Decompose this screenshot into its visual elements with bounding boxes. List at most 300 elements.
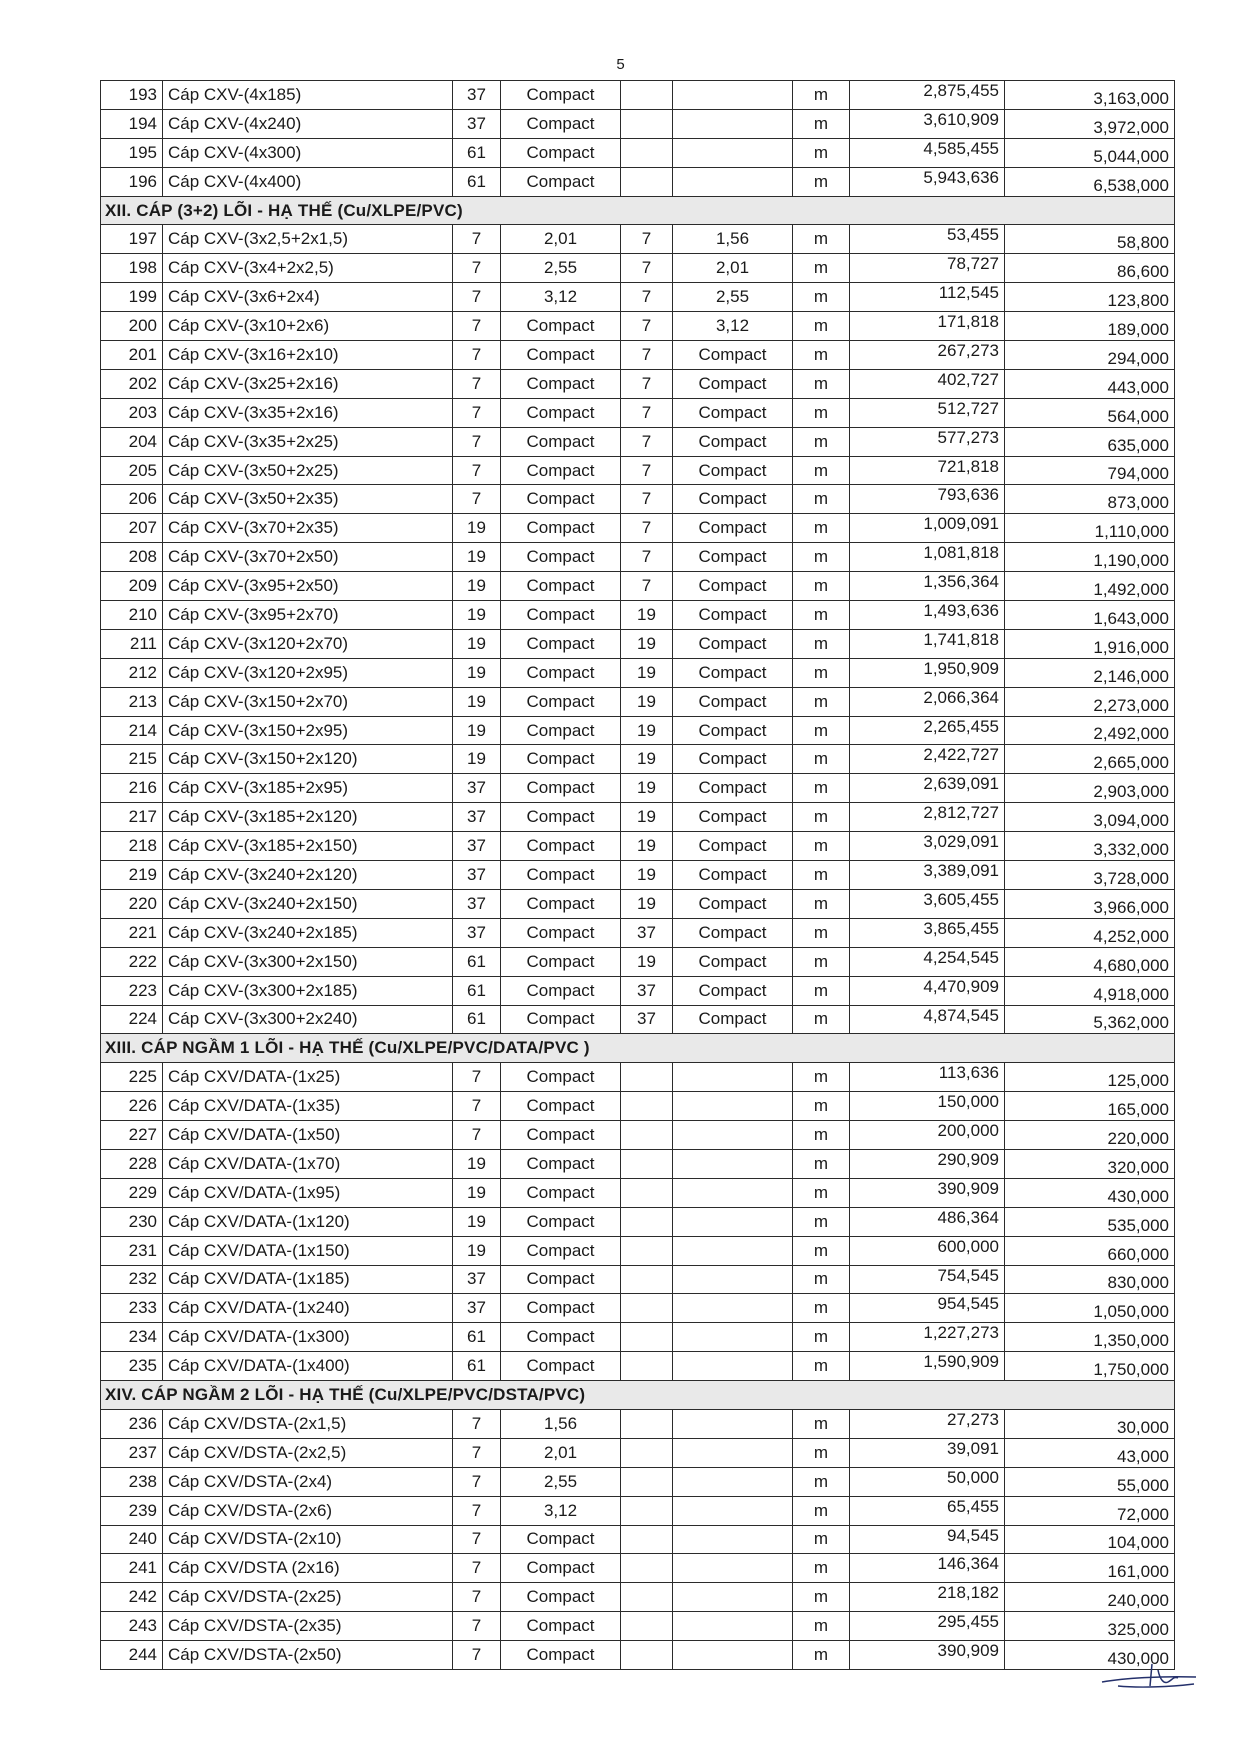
- conductor-diameter-cell: Compact: [501, 109, 621, 138]
- stt-cell: 228: [101, 1149, 163, 1178]
- conductor-diameter-cell: Compact: [501, 803, 621, 832]
- table-row: [101, 861, 1175, 890]
- conductor-strands-cell: 7: [453, 225, 501, 254]
- neutral-diameter-cell: Compact: [673, 629, 793, 658]
- table-row: [101, 225, 1175, 254]
- price-excl-vat-cell: 954,545: [850, 1294, 1005, 1323]
- table-row: [101, 1438, 1175, 1467]
- unit-cell: m: [793, 485, 850, 514]
- neutral-strands-cell: [621, 1092, 673, 1121]
- cable-name-cell: Cáp CXV-(3x25+2x16): [163, 369, 453, 398]
- cable-name-cell: Cáp CXV/DATA-(1x35): [163, 1092, 453, 1121]
- table-row: [101, 1121, 1175, 1150]
- neutral-strands-cell: 19: [621, 601, 673, 630]
- stt-cell: 202: [101, 369, 163, 398]
- unit-cell: m: [793, 1005, 850, 1034]
- neutral-diameter-cell: Compact: [673, 803, 793, 832]
- conductor-diameter-cell: Compact: [501, 1554, 621, 1583]
- price-excl-vat-cell: 200,000: [850, 1121, 1005, 1150]
- unit-cell: m: [793, 1265, 850, 1294]
- price-excl-vat-cell: 754,545: [850, 1265, 1005, 1294]
- neutral-diameter-cell: Compact: [673, 543, 793, 572]
- table-row: [101, 456, 1175, 485]
- conductor-strands-cell: 19: [453, 629, 501, 658]
- stt-cell: 222: [101, 947, 163, 976]
- conductor-strands-cell: 19: [453, 1178, 501, 1207]
- stt-cell: 203: [101, 398, 163, 427]
- price-excl-vat-cell: 3,865,455: [850, 918, 1005, 947]
- neutral-diameter-cell: [673, 1467, 793, 1496]
- conductor-diameter-cell: Compact: [501, 1149, 621, 1178]
- table-row: [101, 1005, 1175, 1034]
- stt-cell: 210: [101, 601, 163, 630]
- price-excl-vat-cell: 1,590,909: [850, 1352, 1005, 1381]
- conductor-strands-cell: 19: [453, 543, 501, 572]
- stt-cell: 231: [101, 1236, 163, 1265]
- table-row: [101, 312, 1175, 341]
- unit-cell: m: [793, 1496, 850, 1525]
- price-incl-vat-cell: 58,800: [1005, 225, 1175, 254]
- stt-cell: 225: [101, 1063, 163, 1092]
- price-incl-vat-cell: 6,538,000: [1005, 167, 1175, 196]
- unit-cell: m: [793, 1467, 850, 1496]
- cable-name-cell: Cáp CXV-(3x95+2x50): [163, 572, 453, 601]
- price-excl-vat-cell: 402,727: [850, 369, 1005, 398]
- neutral-diameter-cell: Compact: [673, 341, 793, 370]
- stt-cell: 238: [101, 1467, 163, 1496]
- neutral-diameter-cell: Compact: [673, 601, 793, 630]
- neutral-strands-cell: 37: [621, 976, 673, 1005]
- neutral-strands-cell: 7: [621, 427, 673, 456]
- price-excl-vat-cell: 2,066,364: [850, 687, 1005, 716]
- neutral-diameter-cell: 1,56: [673, 225, 793, 254]
- neutral-strands-cell: 7: [621, 485, 673, 514]
- conductor-strands-cell: 37: [453, 918, 501, 947]
- price-excl-vat-cell: 4,874,545: [850, 1005, 1005, 1034]
- neutral-strands-cell: 19: [621, 832, 673, 861]
- unit-cell: m: [793, 745, 850, 774]
- cable-name-cell: Cáp CXV-(3x95+2x70): [163, 601, 453, 630]
- price-excl-vat-cell: 1,081,818: [850, 543, 1005, 572]
- neutral-strands-cell: [621, 167, 673, 196]
- conductor-strands-cell: 19: [453, 687, 501, 716]
- cable-name-cell: Cáp CXV-(3x50+2x35): [163, 485, 453, 514]
- price-incl-vat-cell: 794,000: [1005, 456, 1175, 485]
- conductor-strands-cell: 61: [453, 976, 501, 1005]
- conductor-strands-cell: 37: [453, 861, 501, 890]
- conductor-strands-cell: 37: [453, 1294, 501, 1323]
- conductor-diameter-cell: Compact: [501, 485, 621, 514]
- price-incl-vat-cell: 240,000: [1005, 1583, 1175, 1612]
- conductor-strands-cell: 61: [453, 167, 501, 196]
- table-row: [101, 1612, 1175, 1641]
- table-row: [101, 1092, 1175, 1121]
- unit-cell: m: [793, 1092, 850, 1121]
- unit-cell: m: [793, 1612, 850, 1641]
- unit-cell: m: [793, 456, 850, 485]
- unit-cell: m: [793, 1641, 850, 1670]
- cable-name-cell: Cáp CXV/DSTA-(2x4): [163, 1467, 453, 1496]
- table-row: [101, 716, 1175, 745]
- conductor-diameter-cell: Compact: [501, 572, 621, 601]
- neutral-strands-cell: 7: [621, 572, 673, 601]
- neutral-strands-cell: 7: [621, 398, 673, 427]
- price-incl-vat-cell: 2,665,000: [1005, 745, 1175, 774]
- neutral-strands-cell: [621, 1323, 673, 1352]
- price-incl-vat-cell: 4,680,000: [1005, 947, 1175, 976]
- conductor-strands-cell: 7: [453, 398, 501, 427]
- neutral-diameter-cell: [673, 1409, 793, 1438]
- conductor-diameter-cell: 2,01: [501, 225, 621, 254]
- unit-cell: m: [793, 369, 850, 398]
- unit-cell: m: [793, 774, 850, 803]
- neutral-strands-cell: 19: [621, 774, 673, 803]
- table-row: [101, 1063, 1175, 1092]
- cable-name-cell: Cáp CXV/DSTA-(2x10): [163, 1525, 453, 1554]
- price-excl-vat-cell: 3,610,909: [850, 109, 1005, 138]
- neutral-diameter-cell: [673, 1583, 793, 1612]
- neutral-strands-cell: 19: [621, 889, 673, 918]
- price-excl-vat-cell: 53,455: [850, 225, 1005, 254]
- neutral-diameter-cell: [673, 1612, 793, 1641]
- cable-name-cell: Cáp CXV-(3x120+2x70): [163, 629, 453, 658]
- conductor-strands-cell: 7: [453, 1438, 501, 1467]
- table-row: [101, 687, 1175, 716]
- price-excl-vat-cell: 50,000: [850, 1467, 1005, 1496]
- neutral-diameter-cell: [673, 167, 793, 196]
- table-row: [101, 976, 1175, 1005]
- neutral-diameter-cell: [673, 1641, 793, 1670]
- cable-name-cell: Cáp CXV-(4x300): [163, 138, 453, 167]
- price-incl-vat-cell: 2,492,000: [1005, 716, 1175, 745]
- unit-cell: m: [793, 543, 850, 572]
- stt-cell: 232: [101, 1265, 163, 1294]
- neutral-diameter-cell: Compact: [673, 658, 793, 687]
- price-excl-vat-cell: 27,273: [850, 1409, 1005, 1438]
- unit-cell: m: [793, 1583, 850, 1612]
- conductor-diameter-cell: Compact: [501, 1207, 621, 1236]
- signature-mark: [1100, 1656, 1200, 1696]
- neutral-strands-cell: [621, 109, 673, 138]
- table-row: [101, 1149, 1175, 1178]
- conductor-strands-cell: 7: [453, 1496, 501, 1525]
- cable-name-cell: Cáp CXV-(3x240+2x120): [163, 861, 453, 890]
- table-row: [101, 1294, 1175, 1323]
- stt-cell: 205: [101, 456, 163, 485]
- conductor-strands-cell: 19: [453, 658, 501, 687]
- unit-cell: m: [793, 976, 850, 1005]
- unit-cell: m: [793, 918, 850, 947]
- unit-cell: m: [793, 283, 850, 312]
- stt-cell: 244: [101, 1641, 163, 1670]
- neutral-diameter-cell: Compact: [673, 889, 793, 918]
- unit-cell: m: [793, 138, 850, 167]
- cable-name-cell: Cáp CXV-(4x185): [163, 81, 453, 110]
- conductor-diameter-cell: Compact: [501, 629, 621, 658]
- stt-cell: 217: [101, 803, 163, 832]
- conductor-diameter-cell: Compact: [501, 1641, 621, 1670]
- price-incl-vat-cell: 161,000: [1005, 1554, 1175, 1583]
- neutral-diameter-cell: Compact: [673, 774, 793, 803]
- price-excl-vat-cell: 65,455: [850, 1496, 1005, 1525]
- conductor-diameter-cell: Compact: [501, 918, 621, 947]
- conductor-strands-cell: 19: [453, 1207, 501, 1236]
- neutral-strands-cell: 7: [621, 543, 673, 572]
- unit-cell: m: [793, 81, 850, 110]
- unit-cell: m: [793, 254, 850, 283]
- conductor-strands-cell: 7: [453, 1467, 501, 1496]
- table-row: [101, 1583, 1175, 1612]
- table-row: [101, 572, 1175, 601]
- conductor-strands-cell: 37: [453, 109, 501, 138]
- price-excl-vat-cell: 2,639,091: [850, 774, 1005, 803]
- conductor-diameter-cell: Compact: [501, 456, 621, 485]
- cable-name-cell: Cáp CXV-(3x50+2x25): [163, 456, 453, 485]
- price-incl-vat-cell: 1,350,000: [1005, 1323, 1175, 1352]
- cable-name-cell: Cáp CXV-(3x6+2x4): [163, 283, 453, 312]
- price-excl-vat-cell: 171,818: [850, 312, 1005, 341]
- price-excl-vat-cell: 218,182: [850, 1583, 1005, 1612]
- stt-cell: 221: [101, 918, 163, 947]
- conductor-diameter-cell: Compact: [501, 398, 621, 427]
- neutral-diameter-cell: [673, 81, 793, 110]
- stt-cell: 243: [101, 1612, 163, 1641]
- cable-name-cell: Cáp CXV/DSTA-(2x35): [163, 1612, 453, 1641]
- conductor-strands-cell: 19: [453, 572, 501, 601]
- cable-name-cell: Cáp CXV-(3x185+2x150): [163, 832, 453, 861]
- neutral-strands-cell: 19: [621, 629, 673, 658]
- cable-name-cell: Cáp CXV/DATA-(1x50): [163, 1121, 453, 1150]
- stt-cell: 220: [101, 889, 163, 918]
- neutral-diameter-cell: [673, 1323, 793, 1352]
- unit-cell: m: [793, 398, 850, 427]
- conductor-diameter-cell: Compact: [501, 1612, 621, 1641]
- price-incl-vat-cell: 430,000: [1005, 1178, 1175, 1207]
- price-incl-vat-cell: 1,492,000: [1005, 572, 1175, 601]
- table-row: [101, 918, 1175, 947]
- stt-cell: 237: [101, 1438, 163, 1467]
- conductor-strands-cell: 37: [453, 81, 501, 110]
- stt-cell: 206: [101, 485, 163, 514]
- stt-cell: 201: [101, 341, 163, 370]
- cable-name-cell: Cáp CXV/DSTA-(2x50): [163, 1641, 453, 1670]
- price-incl-vat-cell: 43,000: [1005, 1438, 1175, 1467]
- neutral-strands-cell: [621, 1525, 673, 1554]
- table-row: [101, 398, 1175, 427]
- neutral-diameter-cell: [673, 1265, 793, 1294]
- conductor-strands-cell: 7: [453, 1121, 501, 1150]
- stt-cell: 216: [101, 774, 163, 803]
- conductor-strands-cell: 7: [453, 1525, 501, 1554]
- price-incl-vat-cell: 4,252,000: [1005, 918, 1175, 947]
- stt-cell: 213: [101, 687, 163, 716]
- conductor-diameter-cell: 2,55: [501, 1467, 621, 1496]
- table-row: [101, 629, 1175, 658]
- price-incl-vat-cell: 189,000: [1005, 312, 1175, 341]
- price-excl-vat-cell: 721,818: [850, 456, 1005, 485]
- conductor-diameter-cell: Compact: [501, 1005, 621, 1034]
- conductor-diameter-cell: Compact: [501, 1178, 621, 1207]
- price-excl-vat-cell: 267,273: [850, 341, 1005, 370]
- cable-name-cell: Cáp CXV/DATA-(1x70): [163, 1149, 453, 1178]
- stt-cell: 207: [101, 514, 163, 543]
- conductor-diameter-cell: Compact: [501, 1294, 621, 1323]
- cable-name-cell: Cáp CXV-(3x240+2x150): [163, 889, 453, 918]
- table-row: [101, 254, 1175, 283]
- price-excl-vat-cell: 390,909: [850, 1641, 1005, 1670]
- conductor-diameter-cell: Compact: [501, 947, 621, 976]
- conductor-diameter-cell: 2,55: [501, 254, 621, 283]
- table-row: [101, 138, 1175, 167]
- price-excl-vat-cell: 2,422,727: [850, 745, 1005, 774]
- conductor-diameter-cell: Compact: [501, 889, 621, 918]
- neutral-strands-cell: [621, 81, 673, 110]
- cable-name-cell: Cáp CXV/DSTA (2x16): [163, 1554, 453, 1583]
- neutral-strands-cell: 19: [621, 745, 673, 774]
- table-row: [101, 485, 1175, 514]
- section-title: XIV. CÁP NGẦM 2 LÕI - HẠ THẾ (Cu/XLPE/PVC/DSTA/PVC): [101, 1381, 1175, 1410]
- neutral-strands-cell: 19: [621, 803, 673, 832]
- price-incl-vat-cell: 5,362,000: [1005, 1005, 1175, 1034]
- neutral-strands-cell: [621, 1409, 673, 1438]
- neutral-strands-cell: [621, 1149, 673, 1178]
- conductor-diameter-cell: Compact: [501, 341, 621, 370]
- cable-name-cell: Cáp CXV/DSTA-(2x2,5): [163, 1438, 453, 1467]
- cable-name-cell: Cáp CXV-(3x185+2x120): [163, 803, 453, 832]
- stt-cell: 193: [101, 81, 163, 110]
- conductor-strands-cell: 37: [453, 832, 501, 861]
- section-header-row: [101, 196, 1175, 225]
- neutral-strands-cell: 19: [621, 947, 673, 976]
- neutral-diameter-cell: [673, 1236, 793, 1265]
- price-excl-vat-cell: 512,727: [850, 398, 1005, 427]
- table-row: [101, 889, 1175, 918]
- price-excl-vat-cell: 390,909: [850, 1178, 1005, 1207]
- price-excl-vat-cell: 5,943,636: [850, 167, 1005, 196]
- stt-cell: 236: [101, 1409, 163, 1438]
- price-excl-vat-cell: 3,029,091: [850, 832, 1005, 861]
- neutral-diameter-cell: Compact: [673, 398, 793, 427]
- conductor-strands-cell: 61: [453, 947, 501, 976]
- neutral-diameter-cell: Compact: [673, 427, 793, 456]
- price-excl-vat-cell: 486,364: [850, 1207, 1005, 1236]
- neutral-diameter-cell: [673, 1554, 793, 1583]
- conductor-strands-cell: 19: [453, 514, 501, 543]
- stt-cell: 234: [101, 1323, 163, 1352]
- stt-cell: 226: [101, 1092, 163, 1121]
- conductor-diameter-cell: Compact: [501, 861, 621, 890]
- neutral-diameter-cell: 3,12: [673, 312, 793, 341]
- cable-name-cell: Cáp CXV-(3x150+2x70): [163, 687, 453, 716]
- cable-name-cell: Cáp CXV-(3x35+2x25): [163, 427, 453, 456]
- neutral-strands-cell: 7: [621, 312, 673, 341]
- conductor-strands-cell: 19: [453, 716, 501, 745]
- cable-name-cell: Cáp CXV-(3x70+2x35): [163, 514, 453, 543]
- price-incl-vat-cell: 3,972,000: [1005, 109, 1175, 138]
- conductor-diameter-cell: Compact: [501, 81, 621, 110]
- price-incl-vat-cell: 3,332,000: [1005, 832, 1175, 861]
- cable-name-cell: Cáp CXV-(3x70+2x50): [163, 543, 453, 572]
- conductor-diameter-cell: Compact: [501, 774, 621, 803]
- neutral-diameter-cell: Compact: [673, 687, 793, 716]
- price-excl-vat-cell: 3,605,455: [850, 889, 1005, 918]
- section-header-row: [101, 1034, 1175, 1063]
- conductor-strands-cell: 37: [453, 889, 501, 918]
- unit-cell: m: [793, 427, 850, 456]
- price-incl-vat-cell: 4,918,000: [1005, 976, 1175, 1005]
- price-incl-vat-cell: 535,000: [1005, 1207, 1175, 1236]
- price-incl-vat-cell: 325,000: [1005, 1612, 1175, 1641]
- price-incl-vat-cell: 660,000: [1005, 1236, 1175, 1265]
- neutral-diameter-cell: [673, 1294, 793, 1323]
- unit-cell: m: [793, 1178, 850, 1207]
- unit-cell: m: [793, 341, 850, 370]
- price-incl-vat-cell: 3,163,000: [1005, 81, 1175, 110]
- table-row: [101, 341, 1175, 370]
- cable-name-cell: Cáp CXV-(3x300+2x185): [163, 976, 453, 1005]
- conductor-strands-cell: 7: [453, 341, 501, 370]
- price-incl-vat-cell: 1,190,000: [1005, 543, 1175, 572]
- table-row: [101, 1323, 1175, 1352]
- neutral-diameter-cell: [673, 1149, 793, 1178]
- conductor-diameter-cell: Compact: [501, 687, 621, 716]
- price-excl-vat-cell: 113,636: [850, 1063, 1005, 1092]
- conductor-strands-cell: 7: [453, 1554, 501, 1583]
- unit-cell: m: [793, 889, 850, 918]
- price-incl-vat-cell: 125,000: [1005, 1063, 1175, 1092]
- conductor-diameter-cell: Compact: [501, 167, 621, 196]
- neutral-diameter-cell: [673, 138, 793, 167]
- conductor-diameter-cell: Compact: [501, 976, 621, 1005]
- neutral-diameter-cell: [673, 1438, 793, 1467]
- table-row: [101, 1352, 1175, 1381]
- unit-cell: m: [793, 312, 850, 341]
- unit-cell: m: [793, 1554, 850, 1583]
- conductor-diameter-cell: Compact: [501, 1092, 621, 1121]
- stt-cell: 224: [101, 1005, 163, 1034]
- table-row: [101, 514, 1175, 543]
- unit-cell: m: [793, 716, 850, 745]
- conductor-strands-cell: 19: [453, 601, 501, 630]
- neutral-diameter-cell: Compact: [673, 514, 793, 543]
- conductor-diameter-cell: Compact: [501, 1265, 621, 1294]
- unit-cell: m: [793, 1207, 850, 1236]
- cable-name-cell: Cáp CXV-(3x300+2x240): [163, 1005, 453, 1034]
- conductor-diameter-cell: Compact: [501, 1323, 621, 1352]
- conductor-diameter-cell: Compact: [501, 514, 621, 543]
- conductor-strands-cell: 61: [453, 1005, 501, 1034]
- cable-name-cell: Cáp CXV/DATA-(1x185): [163, 1265, 453, 1294]
- conductor-strands-cell: 7: [453, 283, 501, 312]
- neutral-diameter-cell: [673, 1092, 793, 1121]
- unit-cell: m: [793, 947, 850, 976]
- neutral-diameter-cell: Compact: [673, 745, 793, 774]
- price-excl-vat-cell: 600,000: [850, 1236, 1005, 1265]
- neutral-diameter-cell: 2,01: [673, 254, 793, 283]
- neutral-strands-cell: [621, 1178, 673, 1207]
- neutral-strands-cell: [621, 1438, 673, 1467]
- price-table: [100, 80, 1175, 1670]
- cable-name-cell: Cáp CXV-(3x150+2x120): [163, 745, 453, 774]
- conductor-strands-cell: 19: [453, 1149, 501, 1178]
- stt-cell: 233: [101, 1294, 163, 1323]
- stt-cell: 194: [101, 109, 163, 138]
- neutral-strands-cell: [621, 1641, 673, 1670]
- stt-cell: 229: [101, 1178, 163, 1207]
- price-incl-vat-cell: 1,050,000: [1005, 1294, 1175, 1323]
- table-row: [101, 1641, 1175, 1670]
- neutral-diameter-cell: Compact: [673, 485, 793, 514]
